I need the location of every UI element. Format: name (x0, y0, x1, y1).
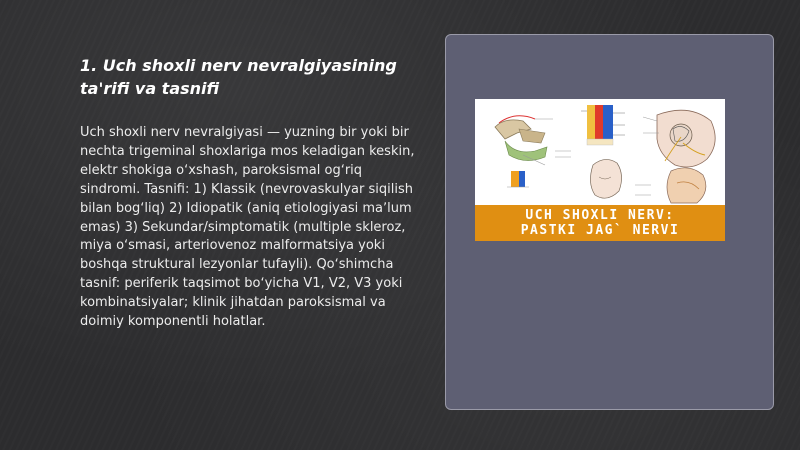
figure-banner-line-2: PASTKI JAG` NERVI (520, 223, 680, 238)
anatomy-illustration (475, 99, 725, 205)
anatomy-figure (475, 99, 725, 241)
slide-body-text: Uch shoxli nerv nevralgiyasi — yuzning bir yoki bir nechta trigeminal shoxlariga mos keladigan keskin, elektr shokiga oʻxshash, paroksismal ogʻriq sindromi. Tasnifi: 1) Klassik (nevrovaskulyar siqilish bilan bogʻliq) 2) Idiopatik (aniq etiologiyasi maʼlum emas) 3) Sekundar/simptomatik (multiple skleroz, miya oʻsmasi, arteriovenoz malformatsiya yoki boshqa struktural lezyonlar tufayli). Qoʻshimcha tasnif: periferik taqsimot boʻyicha V1, V2, V3 yoki kombinatsiyalar; klinik jihatdan paroksismal va doimiy komponentli holatlar. (80, 125, 415, 330)
slide-title-line-2: ta'rifi va tasnifi (80, 79, 220, 98)
slide-title-line-1: 1. Uch shoxli nerv nevralgiyasining (80, 56, 397, 75)
figure-banner-line-1: UCH SHOXLI NERV: (525, 208, 675, 223)
slide-title (80, 54, 410, 100)
figure-banner (475, 205, 725, 241)
